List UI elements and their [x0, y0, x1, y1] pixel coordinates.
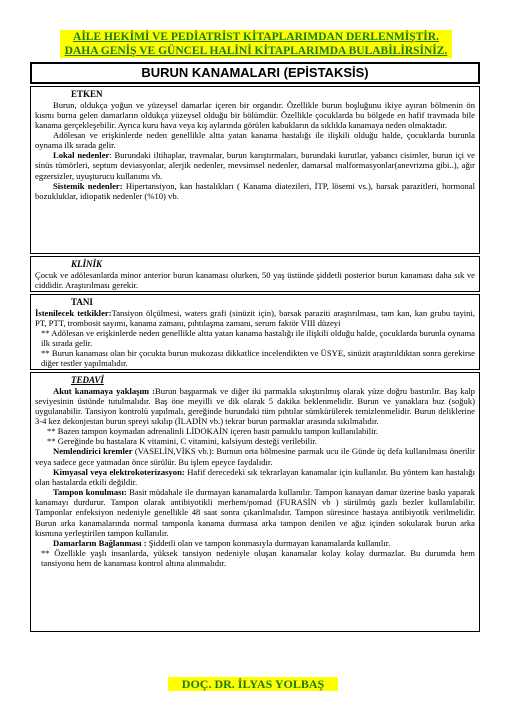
klinik-heading: KLİNİK [71, 259, 103, 269]
sistemik-nedenler-text: Hipertansiyon, kan hastalıkları ( Kanama diatezileri, İTP, lösemi vs.), barsak parazitleri, hormonal bozukluklar, idiopatik nedenler (%10) vb. [35, 180, 476, 201]
koterizasyon-label: Kimyasal veya elektrokoterizasyon: [53, 466, 185, 477]
etken-section [30, 86, 480, 254]
nemlendirici-text: (VASELİN,VİKS vb.): Burnun orta bölmesine parmak ucu ile Günde üç defa kullanılması önerilir veya sadece gece yatmadan önce sürülür. Bu işlem epeyce faydalıdır. [35, 446, 475, 467]
tetkikler-text: Tansiyon ölçülmesi, waters grafi (sinüzit için), barsak paraziti araştırılması, tam kan, kan grubu tayini, PT, PTT, trombosit sayımı, kanama zamanı, pıhtılaşma zamanı, serum faktör VIII düzeyi [35, 307, 475, 328]
etken-heading: ETKEN [71, 89, 103, 99]
tani-heading: TANI [71, 297, 93, 307]
tani-note-1: ** Adölesan ve erişkinlerde neden genellikle altta yatan kanama hastalığı ile ilişkili olduğu halde, çocuklarda burunla oynama ilk sırada gelir. [41, 327, 475, 348]
author-signature: DOÇ. DR. İLYAS YOLBAŞ [168, 677, 338, 691]
tedavi-section [30, 372, 480, 632]
tampon-label: Tampon konulması: [53, 487, 127, 498]
sistemik-nedenler-label: Sistemik nedenler: [53, 180, 123, 191]
page-title: BURUN KANAMALARI (EPİSTAKSİS) [30, 62, 480, 84]
akut-kanama-label: Akut kanamaya yaklaşım : [53, 385, 156, 396]
damar-baglanmasi-label: Damarların Bağlanması : [53, 537, 147, 548]
tedavi-note-1: ** Bazen tampon koymadan adrenalinli LİDOKAİN içeren basit pamuklu tampon kullanılabilir. [47, 426, 379, 437]
tani-section [30, 294, 480, 370]
etken-paragraph-2: Adölesan ve erişkinlerde neden genellikle altta yatan kanama hastalığı ile ilişkili olduğu halde, çocuklarda burunla oynama ilk sırada gelir. [35, 129, 475, 151]
banner-line-1: AİLE HEKİMİ VE PEDİATRİST KİTAPLARIMDAN DERLENMİŞTİR. [60, 30, 452, 44]
tetkikler-label: İstenilecek tetkikler: [35, 307, 112, 318]
tedavi-note-3: ** Özellikle yaşlı insanlarda, yüksek tansiyon nedeniyle oluşan kanamalar kolay kolay durmazlar. Bu durumda hem tansiyonu hem de kanaması kontrol altına alınmalıdır. [41, 548, 475, 569]
nemlendirici-label: Nemlendirici kremler [53, 446, 133, 457]
lokal-nedenler-label: Lokal nedenler [53, 150, 110, 161]
klinik-section [30, 256, 480, 292]
tedavi-heading: TEDAVİ [71, 375, 104, 385]
tampon-text: Basit müdahale ile durmayan kanamalarda kullanılır. Tampon kanayan damar üzerine baskı yaparak kanamayı durdurur. Tampon olarak antibiyotikli merhem/pomad (FURASİN vb ) sürülmüş gazlı bezler kullanılabilir. Tamponlar enfeksiyon nedeniyle genellikle 48 saat sonra çıkarılmalıdır. Tampon süresince hastaya antibiyotik verilmelidir. Burun arka kanamalarında normal tamponla kanama durmasa arka tampon denilen ve ağız içinden sokularak burun arka kısmına yerleştirilen tampon kullanılır. [35, 487, 475, 538]
banner-line-2: DAHA GENİŞ VE GÜNCEL HALİNİ KİTAPLARIMDA BULABİLİRSİNİZ. [60, 44, 452, 58]
damar-baglanmasi-text: Şiddetli olan ve tampon konmasıyla durmayan kanamalarda kullanılır. [146, 537, 391, 548]
lokal-nedenler-text: : Burundaki iltihaplar, travmalar, burun karıştırmaları, burundaki kurutlar, yabancı cisimler, burun içi ve sinüs tümörleri, septum deviasyonlar, alerjik nedenler, mevsimsel nedenler, damarsal malformasyonlar(anevrizma gibi..), ağır egzersizler, uyuşturucu kullanımı vb. [35, 150, 475, 181]
koterizasyon-text: Hafif derecedeki sık tekrarlayan kanamalar için kullanılır. Bu yöntem kan hastalığı olan hastalarda etkili değildir. [35, 466, 475, 487]
akut-kanama-text: Burun başparmak ve diğer iki parmakla sıkıştırılmış olarak yüze doğru bastırılır. Baş kalp seviyesinin üstünde tutulmalıdır. Baş öne meyilli ve dik olarak 5 dakika beklenmelidir. Burun ve yanaklara buz (soğuk) uygulanabilir. Tansiyon kontrolü yapılmalı, gereğinde burundaki tüm pıhtılar sümkürülerek temizlenmelidir. Burun deliklerine 3-4 kez dekonjestan burun spreyi sıkılıp (İLADİN vb.) tekrar burun parmaklar arasında sıkılmalıdır. [35, 385, 475, 426]
etken-paragraph-1: Burun, oldukça yoğun ve yüzeysel damarlar içeren bir organdır. Özellikle burun boşluğunu ikiye ayıran bölmenin ön kısmı burna gelen damarların oldukça yüzeysel olduğu bir bölümdür. Özellikle çocuklarda bu bölgede en hafif travmada bile kanama gerçekleşebilir. Ayrıca kuru hava veya kış aylarında görülen kabukların da sıklıkla kanamaya neden olmaktadır. [35, 99, 475, 130]
klinik-paragraph: Çocuk ve adölesanlarda minor anterior burun kanaması olurken, 50 yaş üstünde şiddetli posterior burun kanaması daha sık ve ciddidir. Araştırılması gerekir. [35, 269, 475, 290]
tedavi-note-2: ** Gereğinde bu hastalara K vitamini, C vitamini, kalsiyum desteği verilebilir. [47, 436, 317, 447]
tani-note-2: ** Burun kanaması olan bir çocukta burun mukozası dikkatlice incelendikten ve ÜSYE, sinüzit araştırıldıktan sonra gerekirse diğer testler yapılmalıdır. [41, 348, 475, 369]
